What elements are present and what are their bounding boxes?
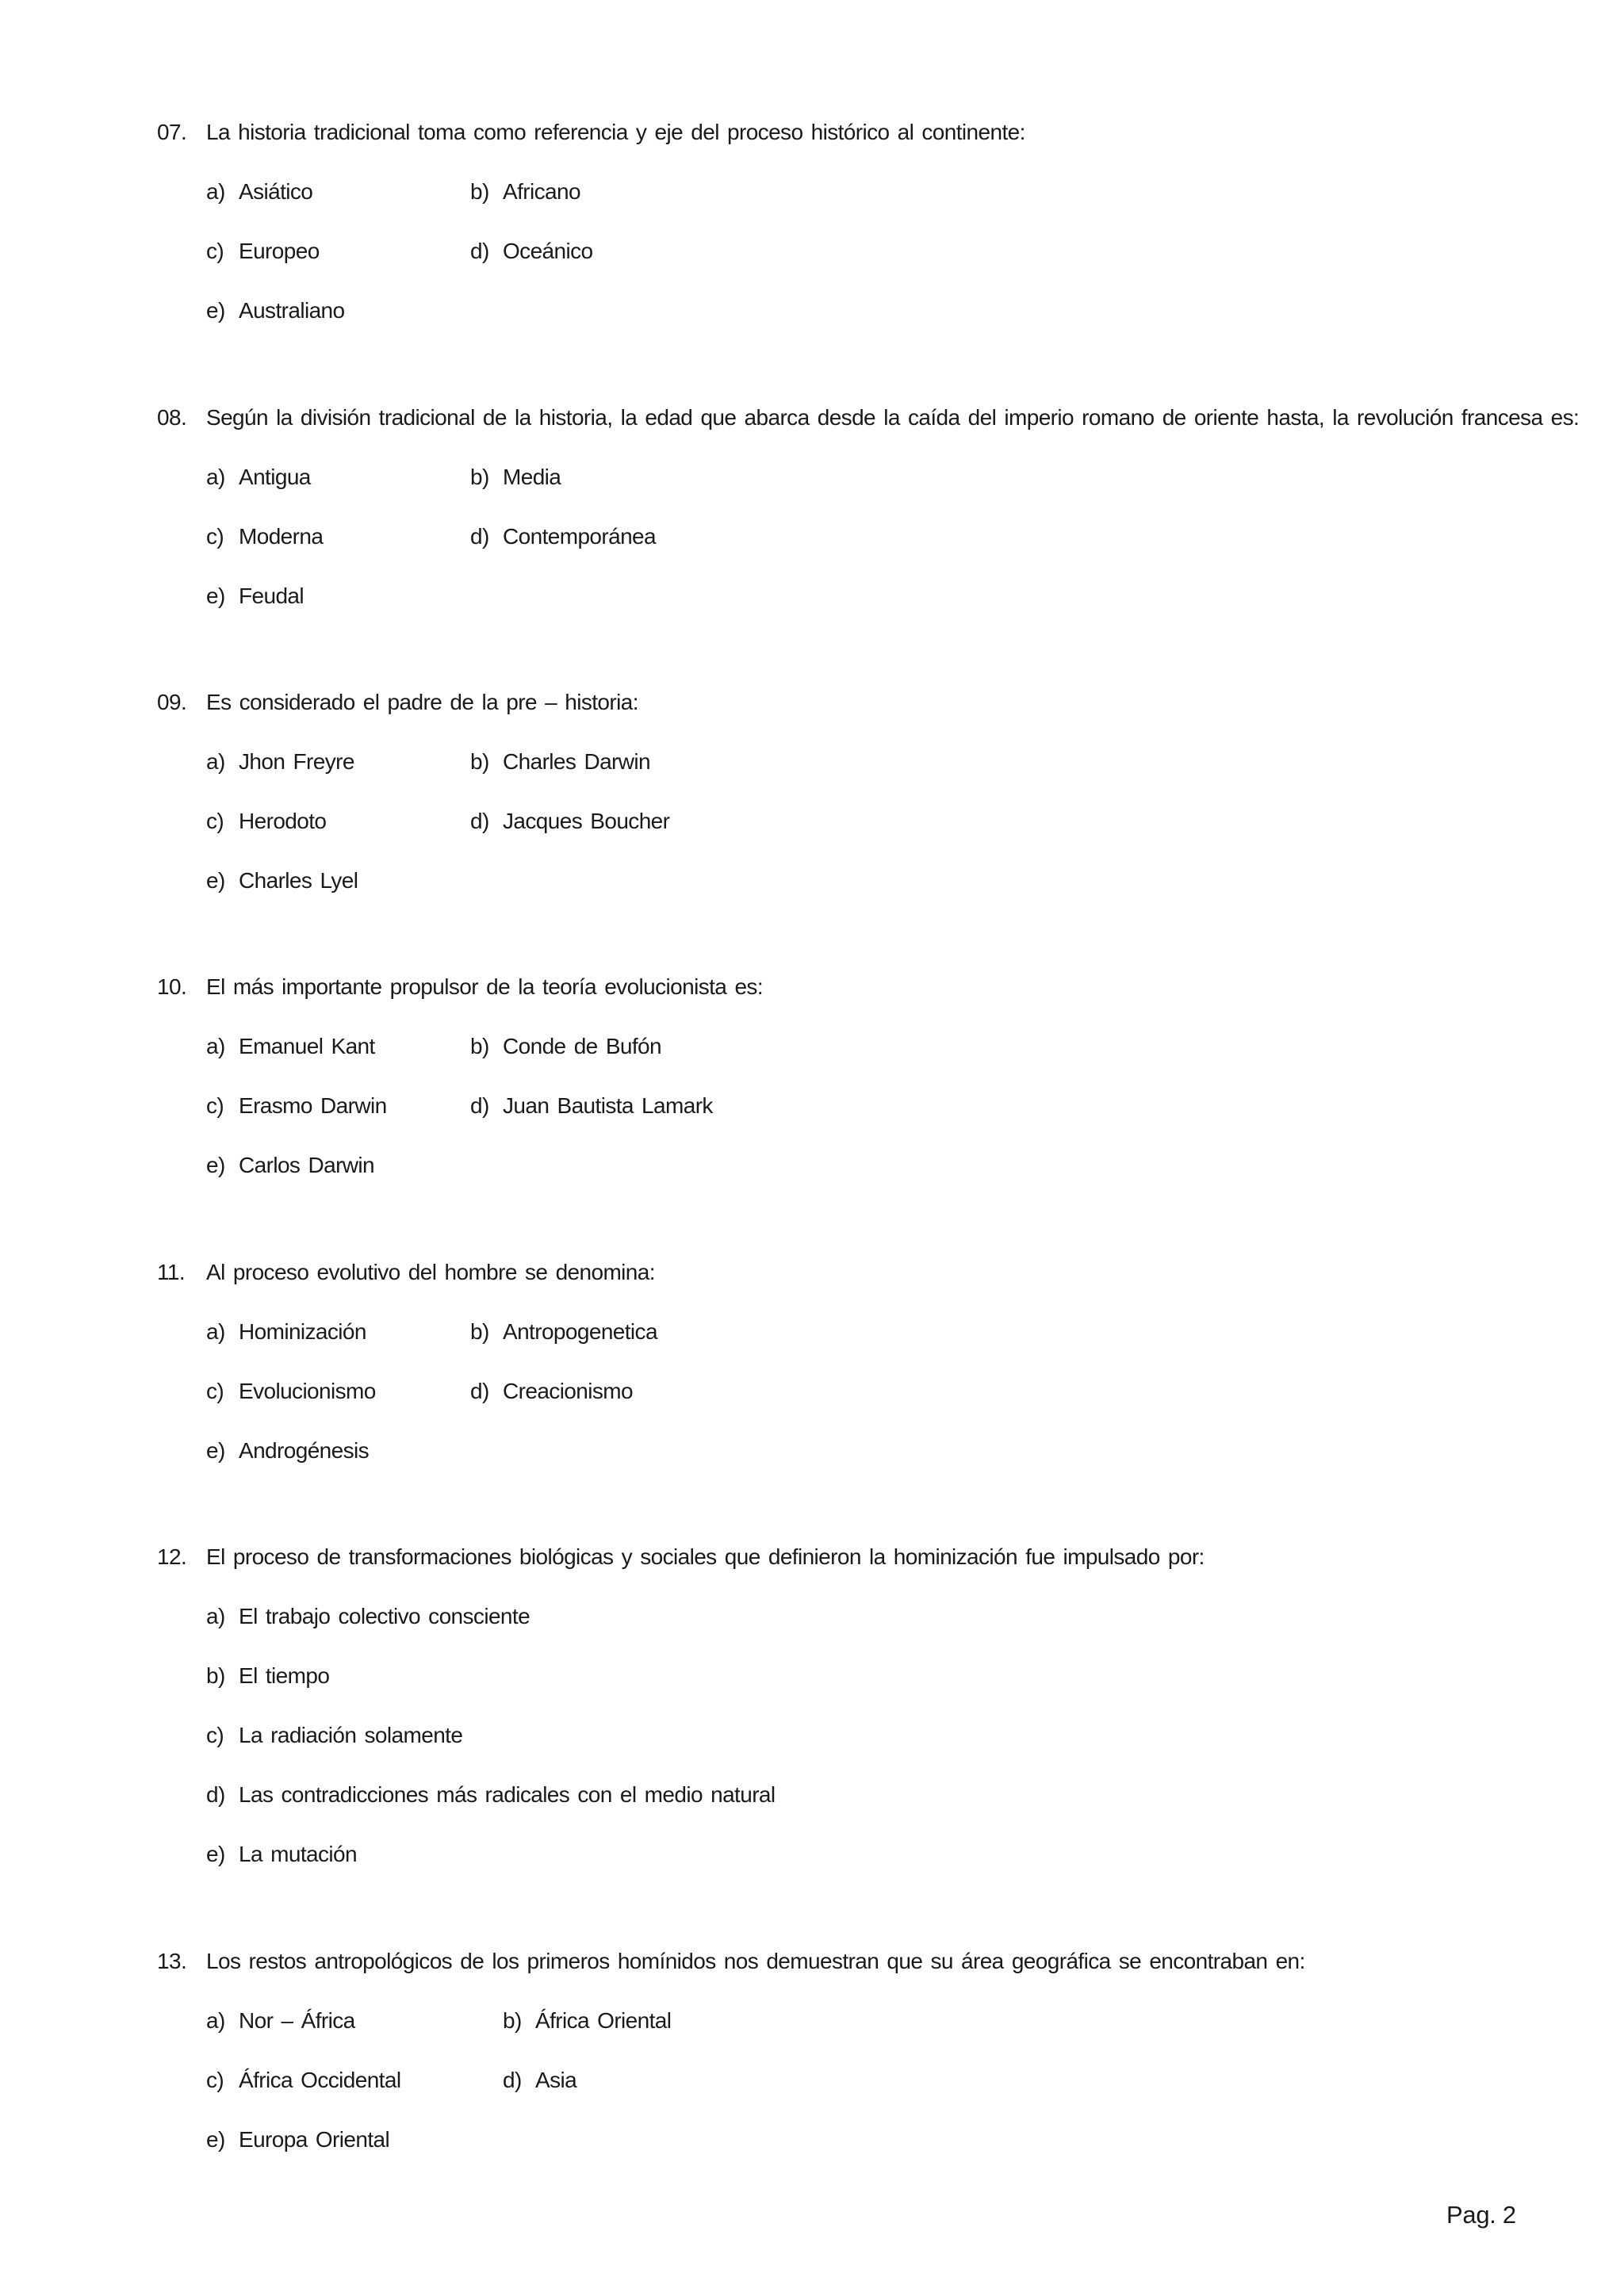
option-letter: c) [206,2068,224,2092]
question-stem [157,402,1580,434]
option-letter: c) [206,809,224,833]
option-text: Carlos Darwin [239,1153,375,1177]
option-row [157,2005,1521,2037]
option-row [157,2064,1521,2096]
option-text: Antigua [239,465,311,489]
option-row [157,295,1521,327]
option-text: Australiano [239,298,345,323]
option-letter: d) [206,1782,225,1807]
question-number: 09. [157,690,187,714]
option-letter: c) [206,1723,224,1747]
option-letter: a) [206,2008,225,2033]
option-text: Erasmo Darwin [239,1093,387,1118]
option-letter: b) [206,1663,225,1688]
option-text: Contemporánea [503,524,656,549]
option-row [157,521,1521,553]
option-letter: a) [206,1319,225,1344]
option-row [157,806,1521,837]
question-number: 12. [157,1544,187,1569]
option-row [157,1601,1521,1632]
question-text: Según la división tradicional de la historia, la edad que abarca desde la caída del imperio romano de oriente hasta, la revolución francesa es: [206,405,1580,430]
question-12 [157,1541,1521,1870]
option-text: Jhon Freyre [239,749,354,774]
option-text: Conde de Bufón [503,1034,661,1058]
option-row [157,1839,1521,1870]
option-letter: d) [470,1093,489,1118]
option-text: El trabajo colectivo consciente [239,1604,530,1628]
option-letter: e) [206,584,225,608]
option-letter: e) [206,868,225,893]
option-row [157,1090,1521,1122]
page-number: Pag. 2 [1446,2201,1516,2229]
option-letter: c) [206,239,224,263]
question-08 [157,402,1580,612]
option-row [157,580,1521,612]
option-text: El tiempo [239,1663,330,1688]
option-text: África Oriental [535,2008,672,2033]
option-text: Androgénesis [239,1438,370,1463]
option-text: La radiación solamente [239,1723,463,1747]
option-letter: d) [503,2068,522,2092]
option-letter: e) [206,1438,225,1463]
question-text: La historia tradicional toma como referencia y eje del proceso histórico al continente: [206,120,1025,144]
option-text: Charles Darwin [503,749,650,774]
option-row [157,1376,1521,1407]
option-row [157,1720,1521,1751]
option-text: Asiático [239,179,313,204]
option-letter: e) [206,2127,225,2152]
option-letter: e) [206,1842,225,1866]
option-row [157,1660,1521,1692]
option-letter: d) [470,239,489,263]
option-letter: b) [470,179,489,204]
question-text: Es considerado el padre de la pre – historia: [206,690,638,714]
question-number: 07. [157,120,187,144]
option-letter: b) [503,2008,522,2033]
question-stem [157,687,1521,718]
question-07 [157,117,1521,327]
question-09 [157,687,1521,897]
option-text: Europeo [239,239,320,263]
option-row [157,746,1521,778]
question-stem [157,1946,1521,1977]
option-row [157,1031,1521,1062]
question-text: El más importante propulsor de la teoría evolucionista es: [206,974,764,999]
option-row [157,865,1521,897]
option-letter: d) [470,1379,489,1403]
option-row [157,2124,1521,2156]
option-row [157,176,1521,208]
option-text: Media [503,465,561,489]
option-letter: b) [470,465,489,489]
option-text: Emanuel Kant [239,1034,375,1058]
option-letter: c) [206,1379,224,1403]
option-letter: a) [206,1034,225,1058]
option-text: Las contradicciones más radicales con el medio natural [239,1782,776,1807]
option-letter: a) [206,179,225,204]
option-text: Juan Bautista Lamark [503,1093,713,1118]
option-text: Africano [503,179,580,204]
question-text: El proceso de transformaciones biológicas y sociales que definieron la hominización fue impulsado por: [206,1544,1205,1569]
question-11 [157,1257,1521,1467]
question-number: 08. [157,405,187,430]
option-letter: e) [206,1153,225,1177]
option-text: La mutación [239,1842,357,1866]
option-letter: a) [206,749,225,774]
option-text: Europa Oriental [239,2127,390,2152]
option-row [157,1779,1521,1811]
option-text: Creacionismo [503,1379,633,1403]
option-text: Asia [535,2068,577,2092]
option-row [157,1150,1521,1181]
option-row [157,235,1521,267]
question-10 [157,971,1521,1181]
option-row [157,1316,1521,1348]
option-text: Nor – África [239,2008,355,2033]
option-text: Charles Lyel [239,868,358,893]
option-text: Evolucionismo [239,1379,376,1403]
question-stem [157,1541,1521,1573]
option-text: Herodoto [239,809,327,833]
option-text: Jacques Boucher [503,809,670,833]
option-text: Hominización [239,1319,366,1344]
question-text: Al proceso evolutivo del hombre se denomina: [206,1260,655,1284]
question-number: 13. [157,1949,187,1973]
option-letter: c) [206,524,224,549]
option-text: Feudal [239,584,304,608]
question-text: Los restos antropológicos de los primeros homínidos nos demuestran que su área geográfica se encontraban en: [206,1949,1305,1973]
option-letter: d) [470,809,489,833]
option-letter: d) [470,524,489,549]
question-number: 10. [157,974,187,999]
option-text: Antropogenetica [503,1319,657,1344]
option-letter: a) [206,465,225,489]
option-text: Moderna [239,524,324,549]
option-text: Oceánico [503,239,593,263]
option-letter: b) [470,1034,489,1058]
option-letter: b) [470,749,489,774]
option-letter: a) [206,1604,225,1628]
option-row [157,461,1521,493]
option-letter: c) [206,1093,224,1118]
question-13 [157,1946,1521,2156]
option-row [157,1435,1521,1467]
option-text: África Occidental [239,2068,401,2092]
question-stem [157,1257,1521,1288]
question-number: 11. [157,1260,186,1284]
option-letter: e) [206,298,225,323]
question-stem [157,117,1521,148]
question-stem [157,971,1521,1003]
option-letter: b) [470,1319,489,1344]
